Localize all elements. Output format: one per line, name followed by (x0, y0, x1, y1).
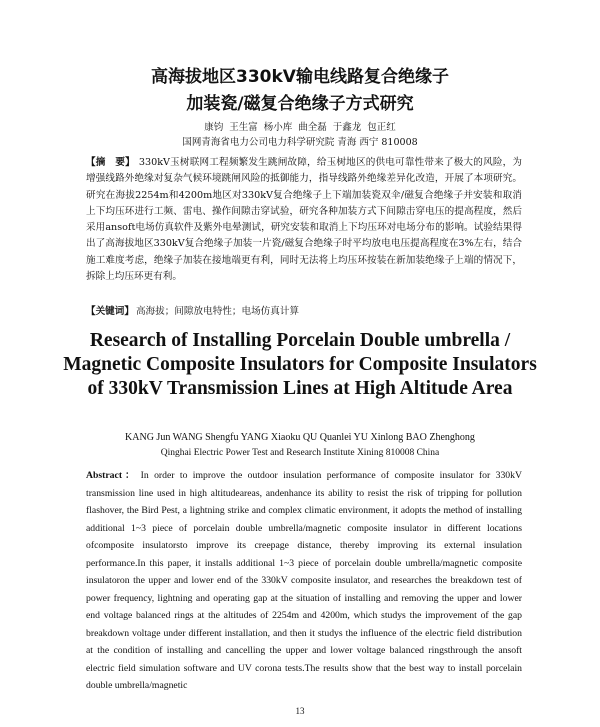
chinese-title-line-1: 高海拔地区330kV输电线路复合绝缘子 (151, 67, 449, 87)
chinese-keywords (86, 303, 522, 317)
chinese-affiliation: 国网青海省电力公司电力科学研究院 青海 西宁 810008 (182, 137, 418, 148)
chinese-title-line-2: 加装瓷/磁复合绝缘子方式研究 (186, 94, 414, 114)
english-abstract (86, 467, 522, 695)
chinese-abstract-label: 【摘 要】 (86, 157, 135, 168)
chinese-authors: 康钧 王生富 杨小库 曲全磊 于鑫龙 包正红 (204, 122, 396, 133)
english-abstract-label: Abstract： (86, 470, 138, 481)
english-affiliation: Qinghai Electric Power Test and Research Institute Xining 810008 China (160, 448, 440, 458)
chinese-abstract (86, 155, 522, 285)
chinese-abstract-text: 330kV玉树联网工程频繁发生跳闸故障，给玉树地区的供电可靠性带来了极大的风险，为增强线路外绝缘对复杂气候环境跳闸风险的抵御能力，指导线路外绝缘差异化改造，开展了本项研究。研究在海拔2254m和4200m地区对330kV复合绝缘子上下端加装瓷双伞/磁复合绝缘子并安装和取消上下均压环进行工频、雷电、操作间隙击穿试验，研究各种加装方式下间隙击穿电压的提高程度，然后采用ansoft电场仿真软件及紫外电晕测试，研究安装和取消上下均压环对电场分布的影响。试验结果得出了高海拔地区330kV复合绝缘子加装一片瓷/磁复合绝缘子时平均放电电压提高程度在3%左右，结合施工难度考虑，绝缘子加装在接地端更有利，同时无法将上均压环按装在新加装绝缘子上端的情况下，拆除上均压环更有利。 (86, 157, 523, 283)
english-authors: KANG Jun WANG Shengfu YANG Xiaoku QU Quanlei YU Xinlong BAO Zhenghong (125, 432, 475, 443)
chinese-keywords-label: 【关键词】 (86, 306, 134, 317)
english-abstract-text: In order to improve the outdoor insulation performance of composite insulator for 330kV transmission line used in high altitudeareas, andenhance its ability to resist the risk of tripping for pollution flashover, the Bird Pest, a lightning strike and complex climatic environment, it adopts the method of installing additional 1~3 piece of porcelain double umbrella/magnetic composite insulator in different locations ofcomposite insulatorsto improve its creepage distance, thereby improving its external insulation performance.In this paper, it installs additional 1~3 piece of porcelain double umbrella/magnetic composite insulatoron the upper and lower end of the 330kV composite insulator, and researches the breakdown test of power frequency, lightning and operating gap at the situation of installing and removing the upper and lower end voltage balanced rings at the altitudes of 2254m and 4200m, which studys the improvement of the gap breakdown voltage under different installation, and then it studys the influence of the electric field distribution at the condition of installing and cancelling the upper and lower voltage balanced ringsthrough the ansoft electric field simulation software and UV corona tests.The results show that the best way to install porcelain double umbrella/magnetic (86, 470, 522, 691)
english-title: Research of Installing Porcelain Double umbrella / Magnetic Composite Insulators for Composite Insulators of 330kV Transmission Lines at High Altitude Area (63, 330, 537, 399)
page-number: 13 (295, 706, 305, 716)
chinese-keywords-text: 高海拔；间隙放电特性；电场仿真计算 (135, 306, 300, 317)
